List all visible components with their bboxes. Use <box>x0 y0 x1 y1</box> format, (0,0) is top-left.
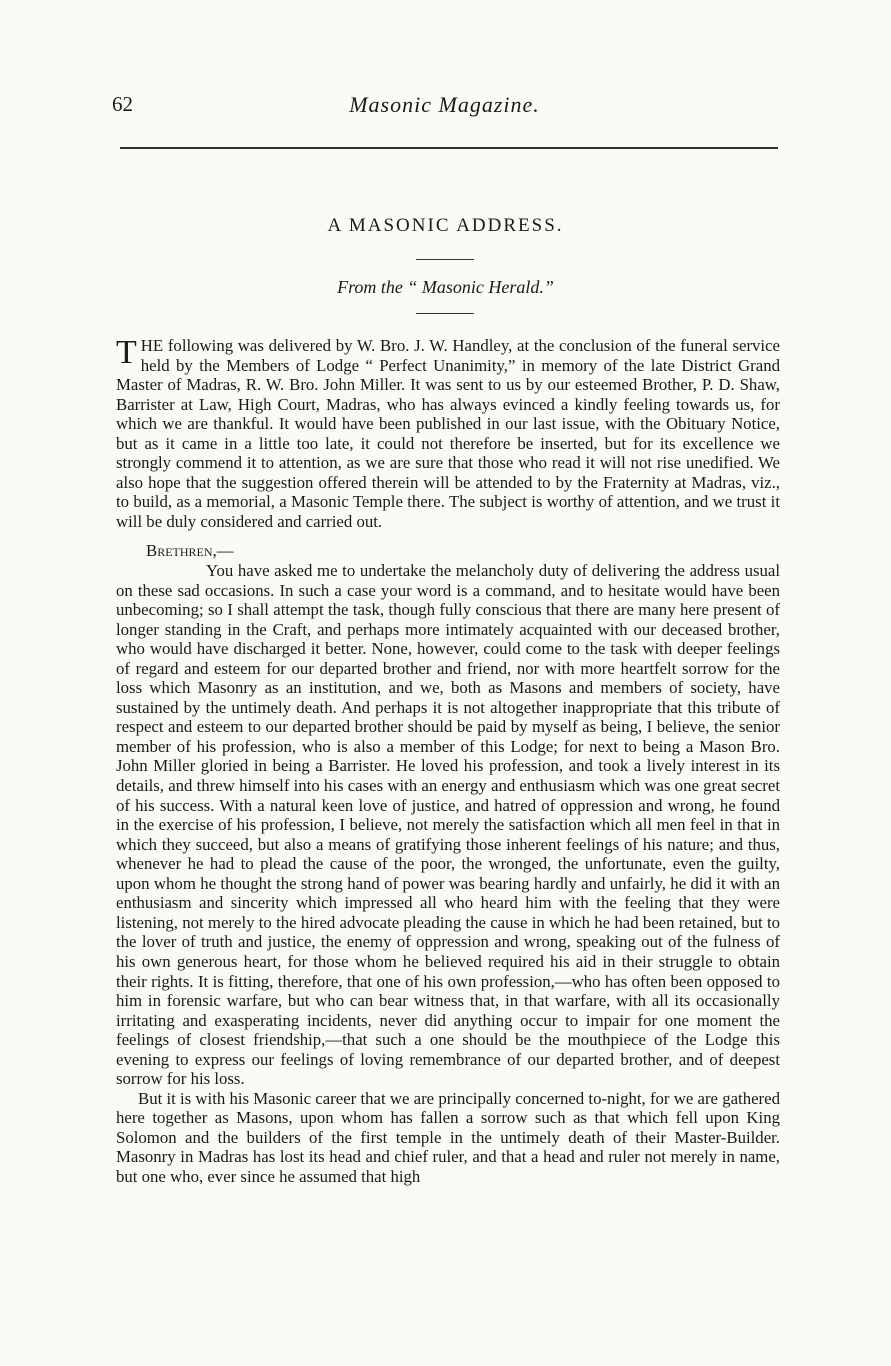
header-divider <box>120 147 778 149</box>
drop-cap: T <box>116 334 137 371</box>
title-divider <box>416 259 474 260</box>
address-paragraph: You have asked me to undertake the melancholy duty of delivering the address usual on these sad occasions. In such a case your word is a command, and to hesitate would have been unbecoming; so I shall attempt the task, though fully conscious that there are many here present of longer standing in the Craft, and perhaps more intimately acquainted with our deceased brother, who would have discharged it better. None, however, could come to the task with deeper feelings of regard and esteem for our departed brother and friend, nor with more heartfelt sorrow for the loss which Masonry as an institution, and we, both as Masons and members of society, have sustained by the untimely death. And perhaps it is not altogether inappropriate that this tribute of respect and esteem to our departed brother should be paid by myself as being, I believe, the senior member of his profession, who is also a member of this Lodge; for next to being a Mason Bro. John Miller gloried in being a Barrister. He loved his profession, and took a lively interest in its details, and threw himself into his cases with an energy and enthusiasm which was one great secret of his success. With a natural keen love of justice, and hatred of oppression and wrong, he found in the exercise of his profession, I believe, not merely the satisfaction which all men feel in that in which they succeed, but also a means of gratifying those inherent feelings of his nature; and thus, whenever he had to plead the cause of the poor, the wronged, the unfortunate, even the guilty, upon whom he thought the strong hand of power was bearing hardly and unfairly, he did it with an enthusiasm and sincerity which impressed all who heard him with the feeling that they were listening, not merely to the hired advocate pleading the cause in which he had been retained, but to the lover of truth and justice, the enemy of oppression and wrong, speaking out of the fulness of his own generous heart, for those whom he believed required his aid in their struggle to obtain their rights. It is fitting, therefore, that one of his own profession,—who has often been opposed to him in forensic warfare, but who can bear witness that, in that warfare, with all its occasionally irritating and exasperating incidents, never did anything occur to impair for one moment the feelings of closest friendship,—that such a one should be the mouthpiece of the Lodge this evening to express our feelings of loving remembrance of our departed brother, and of deepest sorrow for his loss. <box>116 561 780 1089</box>
source-divider <box>416 313 474 314</box>
salutation: Brethren,— <box>146 541 234 561</box>
running-title: Masonic Magazine. <box>349 92 540 117</box>
page-number: 62 <box>112 92 133 116</box>
intro-paragraph <box>116 336 780 531</box>
article-body <box>116 336 780 1187</box>
intro-text: HE following was delivered by W. Bro. J. W. Handley, at the conclusion of the funeral service held by the Members of Lodge “ Perfect Unanimity,” in memory of the late District Grand Master of Madras, R. W. Bro. John Miller. It was sent to us by our esteemed Brother, P. D. Shaw, Barrister at Law, High Court, Madras, who has always evinced a kindly feeling towards us, for which we are thankful. It would have been published in our last issue, with the Obituary Notice, but as it came in a little too late, it could not therefore be inserted, but for its excellence we strongly commend it to attention, as we are sure that those who read it will not rise unedified. We also hope that the suggestion offered therein will be attended to by the Fraternity at Madras, viz., to build, as a memorial, a Masonic Temple there. The subject is worthy of attention, and we trust it will be duly considered and carried out. <box>116 336 780 531</box>
article-source: From the “ Masonic Herald.” <box>337 277 554 297</box>
page-header <box>112 92 777 128</box>
continuation-paragraph: But it is with his Masonic career that we are principally concerned to-night, for we are gathered here together as Masons, upon whom has fallen a sorrow such as that which fell upon King Solomon and the builders of the first temple in the untimely death of their Master-Builder. Masonry in Madras has lost its head and chief ruler, and that a head and ruler not merely in name, but one who, ever since he assumed that high <box>116 1088 780 1186</box>
article-title: A MASONIC ADDRESS. <box>327 215 564 236</box>
